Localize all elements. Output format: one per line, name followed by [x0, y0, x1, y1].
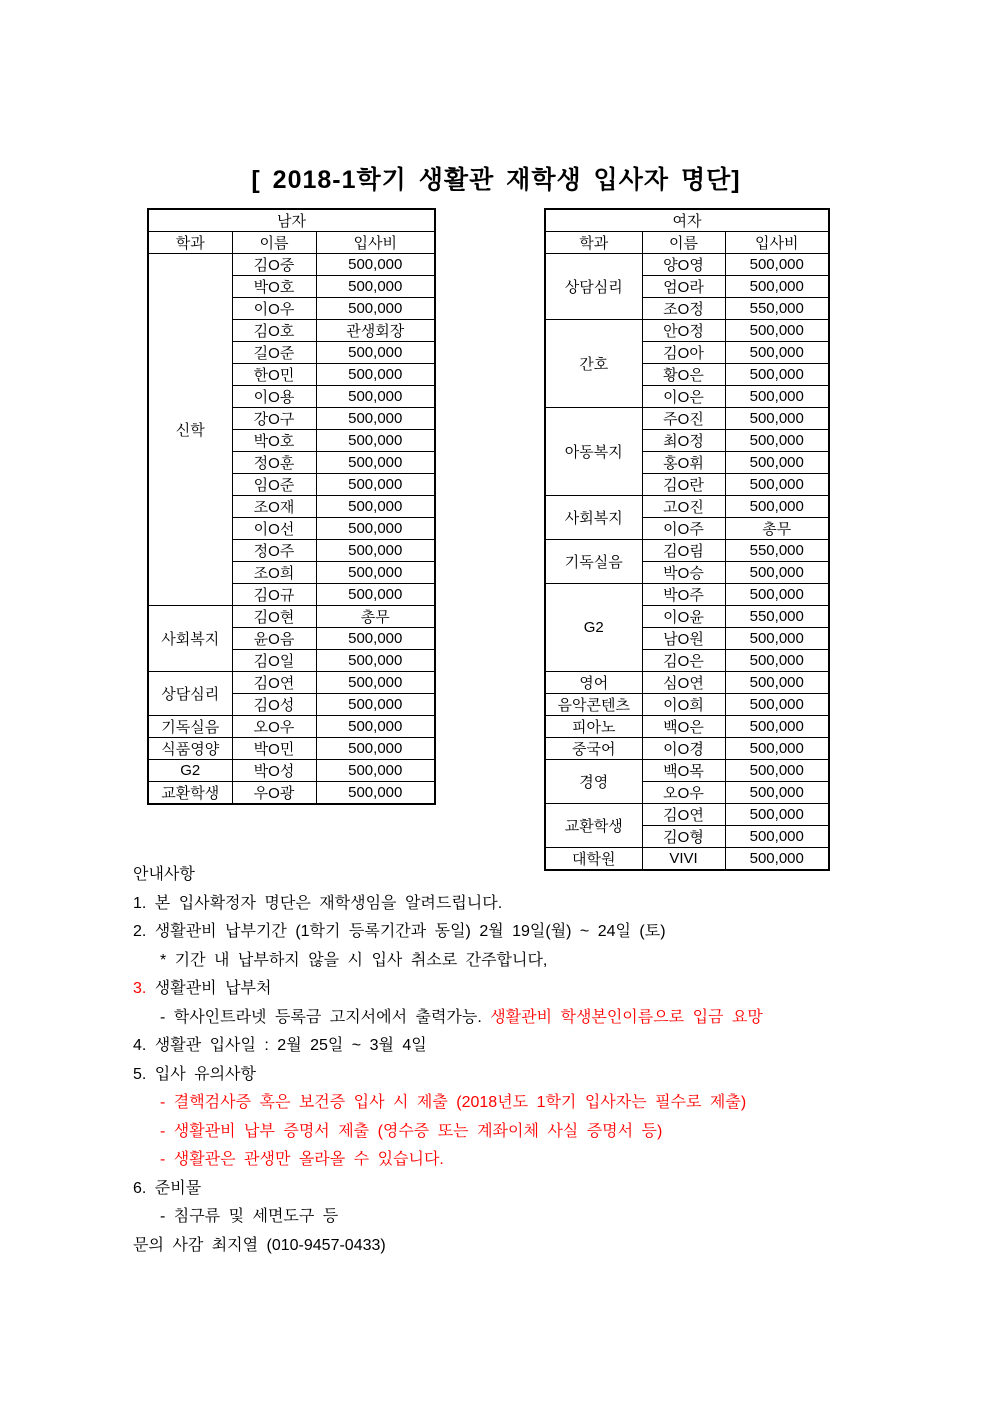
table-row [545, 540, 829, 562]
female-residents-table [544, 208, 830, 871]
table-caption-row [148, 209, 435, 232]
table-row [545, 760, 829, 782]
name-cell: 조O재 [232, 496, 316, 518]
note-line [133, 1004, 763, 1033]
fee-cell: 500,000 [316, 782, 435, 805]
fee-cell: 500,000 [316, 386, 435, 408]
fee-cell: 500,000 [725, 254, 829, 276]
dept-cell: 음악콘텐츠 [545, 694, 642, 716]
fee-cell: 500,000 [725, 672, 829, 694]
fee-cell: 500,000 [316, 694, 435, 716]
name-cell: 오O우 [232, 716, 316, 738]
name-cell: 김O란 [642, 474, 725, 496]
table-row [545, 408, 829, 430]
name-cell: 이O윤 [642, 606, 725, 628]
fee-cell: 500,000 [316, 628, 435, 650]
fee-cell: 500,000 [316, 430, 435, 452]
name-cell: 우O광 [232, 782, 316, 805]
fee-cell: 500,000 [725, 496, 829, 518]
fee-cell: 500,000 [725, 848, 829, 871]
dept-cell: 피아노 [545, 716, 642, 738]
fee-cell: 500,000 [725, 562, 829, 584]
table-row [148, 254, 435, 276]
note-line [133, 975, 763, 1004]
note-segment: - 침구류 및 세면도구 등 [160, 1208, 339, 1225]
table-row [148, 760, 435, 782]
name-cell: 황O은 [642, 364, 725, 386]
fee-cell: 500,000 [725, 716, 829, 738]
table-row [545, 694, 829, 716]
name-cell: 임O준 [232, 474, 316, 496]
note-segment: * 기간 내 납부하지 않을 시 입사 취소로 간주합니다, [160, 951, 548, 969]
name-cell: 주O진 [642, 408, 725, 430]
fee-cell: 500,000 [316, 452, 435, 474]
dept-cell: 상담심리 [148, 672, 232, 716]
fee-cell: 500,000 [316, 738, 435, 760]
name-cell: 윤O음 [232, 628, 316, 650]
fee-cell: 총무 [316, 606, 435, 628]
name-cell: 박O호 [232, 276, 316, 298]
female-table-body [545, 254, 829, 871]
note-line [133, 1118, 763, 1147]
note-segment: 문의 사감 최지열 (010-9457-0433) [133, 1236, 386, 1254]
fee-cell: 500,000 [316, 298, 435, 320]
table-row [148, 606, 435, 628]
fee-cell: 500,000 [725, 584, 829, 606]
name-cell: 이O주 [642, 518, 725, 540]
name-cell: 김O아 [642, 342, 725, 364]
dept-cell: 기독실음 [148, 716, 232, 738]
dept-cell: 상담심리 [545, 254, 642, 320]
table-caption: 남자 [148, 209, 435, 232]
name-cell: 김O형 [642, 826, 725, 848]
name-cell: 이O경 [642, 738, 725, 760]
table-header-row [148, 232, 435, 254]
table-row [545, 804, 829, 826]
note-line [133, 890, 763, 919]
column-header-fee: 입사비 [316, 232, 435, 254]
name-cell: 최O정 [642, 430, 725, 452]
name-cell: 박O주 [642, 584, 725, 606]
name-cell: 김O호 [232, 320, 316, 342]
table-row [148, 672, 435, 694]
note-line [133, 1146, 763, 1175]
name-cell: 김O현 [232, 606, 316, 628]
fee-cell: 500,000 [316, 760, 435, 782]
fee-cell: 500,000 [316, 518, 435, 540]
notes-lines [133, 890, 763, 1261]
name-cell: 김O규 [232, 584, 316, 606]
fee-cell: 500,000 [725, 804, 829, 826]
table-header-row [545, 232, 829, 254]
dept-cell: 식품영양 [148, 738, 232, 760]
dept-cell: 교환학생 [545, 804, 642, 848]
dept-cell: 경영 [545, 760, 642, 804]
table-row [545, 254, 829, 276]
fee-cell: 관생회장 [316, 320, 435, 342]
note-line [133, 1089, 763, 1118]
note-segment: 1. 본 입사확정자 명단은 재학생임을 알려드립니다. [133, 894, 503, 912]
note-line [133, 947, 763, 976]
fee-cell: 500,000 [316, 584, 435, 606]
name-cell: 박O승 [642, 562, 725, 584]
name-cell: 이O은 [642, 386, 725, 408]
name-cell: 조O희 [232, 562, 316, 584]
note-line [133, 1203, 763, 1232]
fee-cell: 500,000 [316, 342, 435, 364]
name-cell: 이O선 [232, 518, 316, 540]
table-caption-row [545, 209, 829, 232]
page-title: [ 2018-1학기 생활관 재학생 입사자 명단] [251, 166, 741, 194]
name-cell: 심O연 [642, 672, 725, 694]
fee-cell: 500,000 [316, 408, 435, 430]
name-cell: 이O용 [232, 386, 316, 408]
note-segment: 생활관비 납부처 [154, 980, 272, 997]
table-row [545, 320, 829, 342]
note-segment: - 학사인트라넷 등록금 고지서에서 출력가능. [160, 1008, 491, 1026]
name-cell: 강O구 [232, 408, 316, 430]
name-cell: 백O은 [642, 716, 725, 738]
dept-cell: 대학원 [545, 848, 642, 871]
fee-cell: 550,000 [725, 540, 829, 562]
fee-cell: 500,000 [725, 782, 829, 804]
name-cell: 고O진 [642, 496, 725, 518]
table-row [545, 672, 829, 694]
note-line [133, 918, 763, 947]
fee-cell: 500,000 [725, 408, 829, 430]
fee-cell: 500,000 [725, 760, 829, 782]
dept-cell: 아동복지 [545, 408, 642, 496]
note-segment: 4. 생활관 입사일 : 2월 25일 ~ 3월 4일 [133, 1037, 427, 1054]
name-cell: 정O훈 [232, 452, 316, 474]
name-cell: 길O준 [232, 342, 316, 364]
note-line [133, 1175, 763, 1204]
fee-cell: 500,000 [725, 474, 829, 496]
dept-cell: 사회복지 [148, 606, 232, 672]
name-cell: 양O영 [642, 254, 725, 276]
fee-cell: 500,000 [316, 474, 435, 496]
note-segment: 3. [133, 980, 155, 997]
name-cell: 남O원 [642, 628, 725, 650]
name-cell: 김O림 [642, 540, 725, 562]
dept-cell: G2 [545, 584, 642, 672]
table-row [545, 584, 829, 606]
name-cell: 정O주 [232, 540, 316, 562]
name-cell: 김O연 [232, 672, 316, 694]
fee-cell: 500,000 [725, 386, 829, 408]
table-row [148, 716, 435, 738]
fee-cell: 500,000 [725, 738, 829, 760]
name-cell: 조O정 [642, 298, 725, 320]
fee-cell: 500,000 [316, 650, 435, 672]
name-cell: 박O호 [232, 430, 316, 452]
fee-cell: 500,000 [725, 628, 829, 650]
note-segment: 5. 입사 유의사항 [133, 1065, 256, 1083]
name-cell: 이O희 [642, 694, 725, 716]
note-line [133, 1032, 763, 1061]
note-segment: 생활관비 학생본인이름으로 입금 요망 [490, 1008, 763, 1026]
fee-cell: 500,000 [725, 430, 829, 452]
fee-cell: 500,000 [316, 254, 435, 276]
fee-cell: 총무 [725, 518, 829, 540]
note-segment: - 생활관비 납부 증명서 제출 (영수증 또는 계좌이체 사실 증명서 등) [160, 1122, 663, 1140]
name-cell: 홍O휘 [642, 452, 725, 474]
fee-cell: 500,000 [725, 452, 829, 474]
name-cell: 엄O라 [642, 276, 725, 298]
fee-cell: 500,000 [316, 562, 435, 584]
table-row [545, 738, 829, 760]
name-cell: 백O목 [642, 760, 725, 782]
fee-cell: 500,000 [725, 364, 829, 386]
note-line [133, 1232, 763, 1261]
fee-cell: 500,000 [316, 716, 435, 738]
dept-cell: 사회복지 [545, 496, 642, 540]
fee-cell: 500,000 [316, 672, 435, 694]
note-segment: 2. 생활관비 납부기간 (1학기 등록기간과 동일) 2월 19일(월) ~ 24일 (토) [133, 923, 666, 940]
column-header-dept: 학과 [545, 232, 642, 254]
dept-cell: 기독실음 [545, 540, 642, 584]
fee-cell: 500,000 [725, 694, 829, 716]
fee-cell: 500,000 [725, 320, 829, 342]
fee-cell: 500,000 [316, 496, 435, 518]
column-header-dept: 학과 [148, 232, 232, 254]
fee-cell: 550,000 [725, 606, 829, 628]
dept-cell: G2 [148, 760, 232, 782]
male-table-body [148, 254, 435, 805]
name-cell: 김O성 [232, 694, 316, 716]
name-cell: 오O우 [642, 782, 725, 804]
dept-cell: 교환학생 [148, 782, 232, 805]
fee-cell: 500,000 [316, 540, 435, 562]
fee-cell: 500,000 [316, 364, 435, 386]
name-cell: VIVI [642, 848, 725, 871]
column-header-name: 이름 [232, 232, 316, 254]
fee-cell: 500,000 [725, 342, 829, 364]
male-residents-table [147, 208, 436, 805]
notes-section [133, 861, 763, 1260]
dept-cell: 간호 [545, 320, 642, 408]
name-cell: 김O은 [642, 650, 725, 672]
fee-cell: 550,000 [725, 298, 829, 320]
name-cell: 김O중 [232, 254, 316, 276]
column-header-name: 이름 [642, 232, 725, 254]
notes-heading: 안내사항 [133, 866, 195, 883]
note-segment: - 생활관은 관생만 올라올 수 있습니다. [160, 1151, 444, 1168]
table-row [148, 738, 435, 760]
fee-cell: 500,000 [725, 276, 829, 298]
name-cell: 박O성 [232, 760, 316, 782]
dept-cell: 중국어 [545, 738, 642, 760]
name-cell: 김O연 [642, 804, 725, 826]
note-line [133, 1061, 763, 1090]
column-header-fee: 입사비 [725, 232, 829, 254]
name-cell: 박O민 [232, 738, 316, 760]
fee-cell: 500,000 [316, 276, 435, 298]
table-row [545, 496, 829, 518]
note-segment: - 결핵검사증 혹은 보건증 입사 시 제출 (2018년도 1학기 입사자는 필수로 제출) [160, 1094, 747, 1111]
table-row [545, 716, 829, 738]
table-row [148, 782, 435, 805]
table-caption: 여자 [545, 209, 829, 232]
name-cell: 안O정 [642, 320, 725, 342]
note-segment: 6. 준비물 [133, 1179, 202, 1197]
name-cell: 김O일 [232, 650, 316, 672]
dept-cell: 영어 [545, 672, 642, 694]
dept-cell: 신학 [148, 254, 232, 606]
fee-cell: 500,000 [725, 650, 829, 672]
fee-cell: 500,000 [725, 826, 829, 848]
name-cell: 한O민 [232, 364, 316, 386]
name-cell: 이O우 [232, 298, 316, 320]
